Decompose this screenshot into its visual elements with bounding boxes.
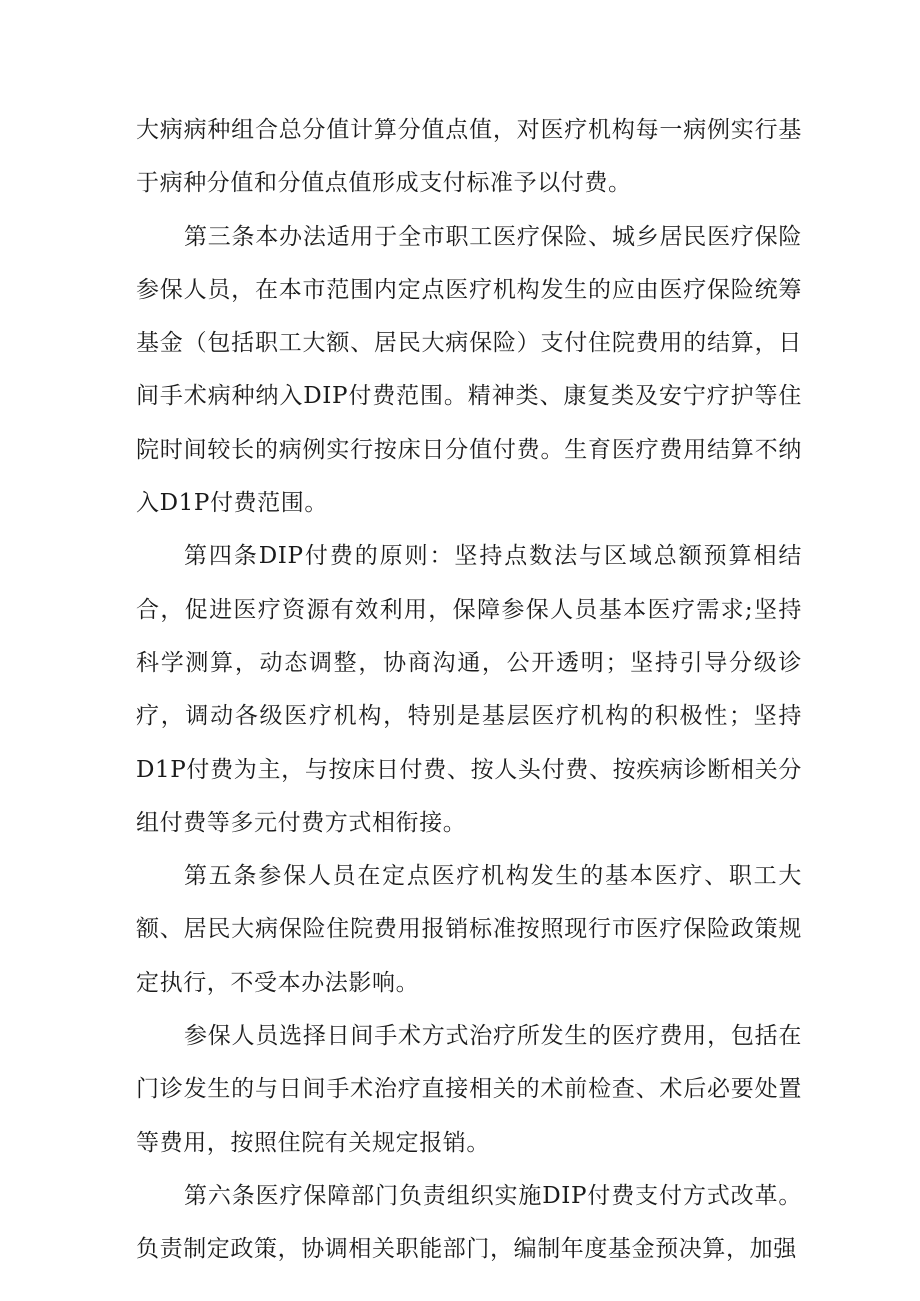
paragraph-continuation: 大病病种组合总分值计算分值点值，对医疗机构每一病例实行基于病种分值和分值点值形成支付标准予以付费。 xyxy=(136,117,802,197)
paragraph-day-surgery: 参保人员选择日间手术方式治疗所发生的医疗费用，包括在门诊发生的与日间手术治疗直接相关的术前检查、术后必要处置等费用，按照住院有关规定报销。 xyxy=(136,1023,802,1156)
paragraph-article-3: 第三条本办法适用于全市职工医疗保险、城乡居民医疗保险参保人员，在本市范围内定点医疗机构发生的应由医疗保险统筹基金（包括职工大额、居民大病保险）支付住院费用的结算，日间手术病种纳入DIP付费范围。精神类、康复类及安宁疗护等住院时间较长的病例实行按床日分值付费。生育医疗费用结算不纳入D1P付费范围。 xyxy=(136,223,802,517)
paragraph-article-4: 第四条DIP付费的原则：坚持点数法与区域总额预算相结合，促进医疗资源有效利用，保障参保人员基本医疗需求;坚持科学测算，动态调整，协商沟通，公开透明；坚持引导分级诊疗，调动各级医疗机构，特别是基层医疗机构的积极性；坚持D1P付费为主，与按床日付费、按人头付费、按疾病诊断相关分组付费等多元付费方式相衔接。 xyxy=(136,543,802,836)
paragraph-article-5: 第五条参保人员在定点医疗机构发生的基本医疗、职工大额、居民大病保险住院费用报销标准按照现行市医疗保险政策规定执行，不受本办法影响。 xyxy=(136,863,802,996)
document-body xyxy=(136,104,802,1277)
paragraph-article-6: 第六条医疗保障部门负责组织实施DIP付费支付方式改革。负责制定政策，协调相关职能部门，编制年度基金预决算，加强 xyxy=(136,1182,802,1263)
